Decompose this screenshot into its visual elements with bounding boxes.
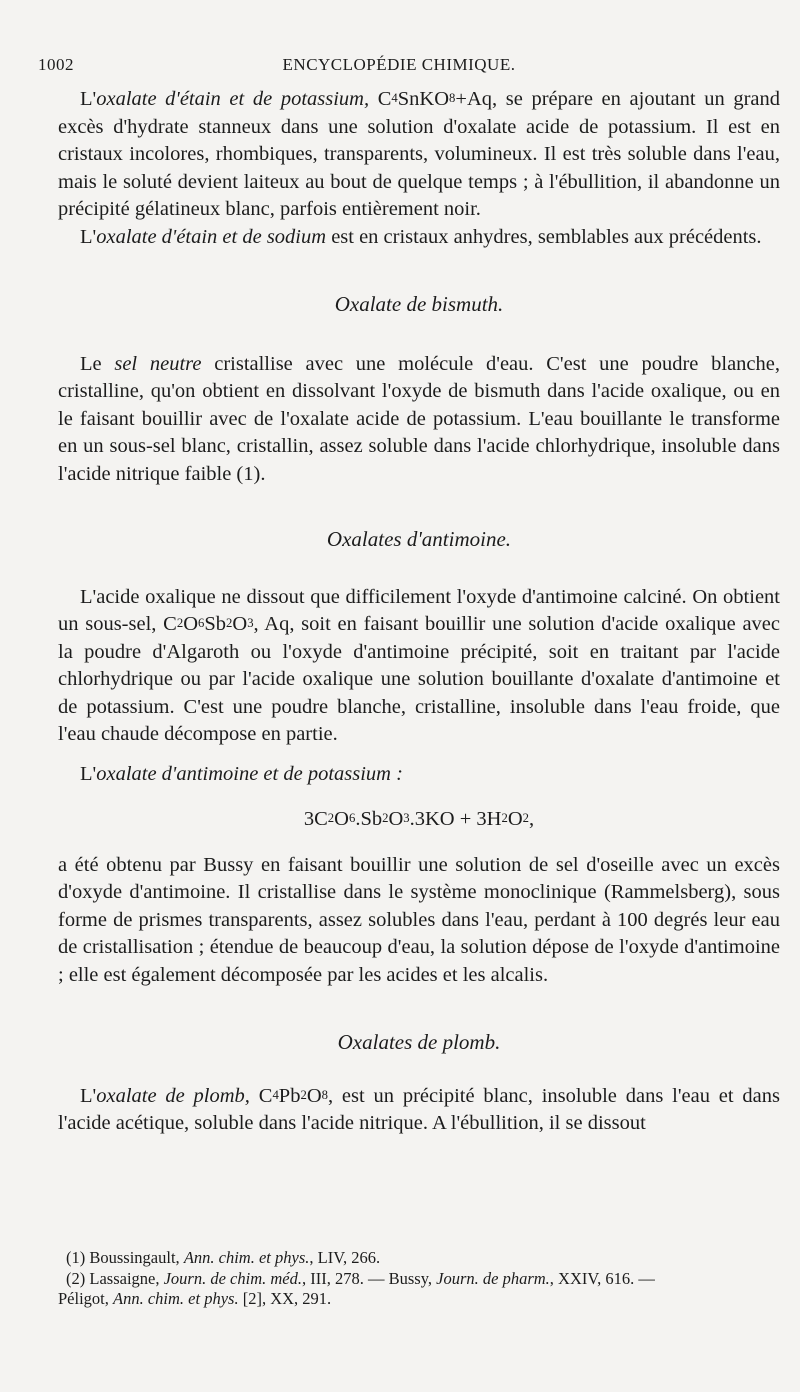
footnote-2: (2) Lassaigne, Journ. de chim. méd., III, 278. — Bussy, Journ. de pharm., XXIV, 616. —	[66, 1268, 655, 1288]
paragraph-bismuth: Le sel neutre cristallise avec une molécule d'eau. C'est une poudre blanche, cristalline, qu'on obtient en dissolvant l'oxyde de bismuth dans l'acide oxalique, ou en le faisant bouillir avec de l'oxalate acide de potassium. L'eau bouillante le transforme en un sous-sel blanc, cristallin, assez soluble dans l'acide chlorhydrique, insoluble dans l'acide nitrique faible (1).	[58, 352, 780, 485]
heading-lead: Oxalates de plomb.	[337, 1030, 501, 1054]
page-number: 1002	[38, 55, 74, 74]
term-tin-potassium: oxalate d'étain et de potassium,	[96, 88, 370, 110]
paragraph-lead: L'oxalate de plomb, $C^4Pb^2O^8$, est un précipité blanc, insoluble dans l'eau et dans l'acide acétique, soluble dans l'acide nitrique. A l'ébullition, il se dissout	[58, 1084, 780, 1134]
paragraph-antimony-potassium: L'oxalate d'antimoine et de potassium :	[80, 762, 403, 785]
paragraph-tin-potassium: L'oxalate d'étain et de potassium, $C^4SnKO^8+Aq$, se prépare en ajoutant un grand excès d'hydrate stanneux dans une solution d'oxalate acide de potassium. Il est en cristaux incolores, rhombiques, transparents, volumineux. Il est très soluble dans l'eau, mais le soluté devient laiteux au bout de quelque temps ; à l'ébullition, il abandonne un précipité gélatineux blanc, parfois entièrement noir.	[58, 88, 780, 220]
paragraph-antimony: L'acide oxalique ne dissout que difficilement l'oxyde d'antimoine calciné. On obtient un sous-sel, $C^2O^6Sb^2O^3$, Aq, soit en faisant bouillir une solution d'acide oxalique avec la poudre d'Algaroth ou l'oxyde d'antimoine précipité, soit en traitant par l'acide chlorhydrique ou par l'acide oxalique une solution bouillante d'oxalate d'antimoine et de potassium. C'est une poudre blanche, cristalline, insoluble dans l'eau froide, que l'eau chaude décompose en partie.	[58, 585, 780, 745]
heading-bismuth: Oxalate de bismuth.	[334, 292, 504, 316]
formula-antimony-potassium: $3C^2O^6.Sb^2O^3.3KO + 3H^2O^2$,	[303, 808, 535, 830]
term-lead-oxalate: oxalate de plomb,	[96, 1084, 250, 1107]
term-antimony-potassium: oxalate d'antimoine et de potassium :	[96, 762, 403, 785]
running-title: ENCYCLOPÉDIE CHIMIQUE.	[282, 55, 516, 74]
paragraph-tin-sodium: L'oxalate d'étain et de sodium est en cristaux anhydres, semblables aux précédents.	[80, 225, 762, 248]
term-sel-neutre: sel neutre	[114, 352, 202, 375]
paragraph-bussy: a été obtenu par Bussy en faisant bouillir une solution de sel d'oseille avec un excès d'oxyde d'antimoine. Il cristallise dans le système monoclinique (Rammelsberg), sous forme de prismes transparents, assez solubles dans l'eau, perdant à 100 degrés leur eau de cristallisation ; étendue de beaucoup d'eau, la solution dépose de l'oxyde d'antimoine ; elle est également décomposée par les acides et les alcalis.	[58, 853, 780, 986]
main-text	[58, 86, 780, 1138]
footnotes	[58, 1248, 780, 1310]
term-tin-sodium: oxalate d'étain et de sodium	[96, 225, 327, 248]
page-header	[38, 55, 760, 85]
heading-antimony: Oxalates d'antimoine.	[326, 527, 512, 551]
footnote-2-continued: Péligot, Ann. chim. et phys. [2], XX, 291.	[58, 1289, 332, 1308]
footnote-1: (1) Boussingault, Ann. chim. et phys., LIV, 266.	[66, 1248, 381, 1267]
